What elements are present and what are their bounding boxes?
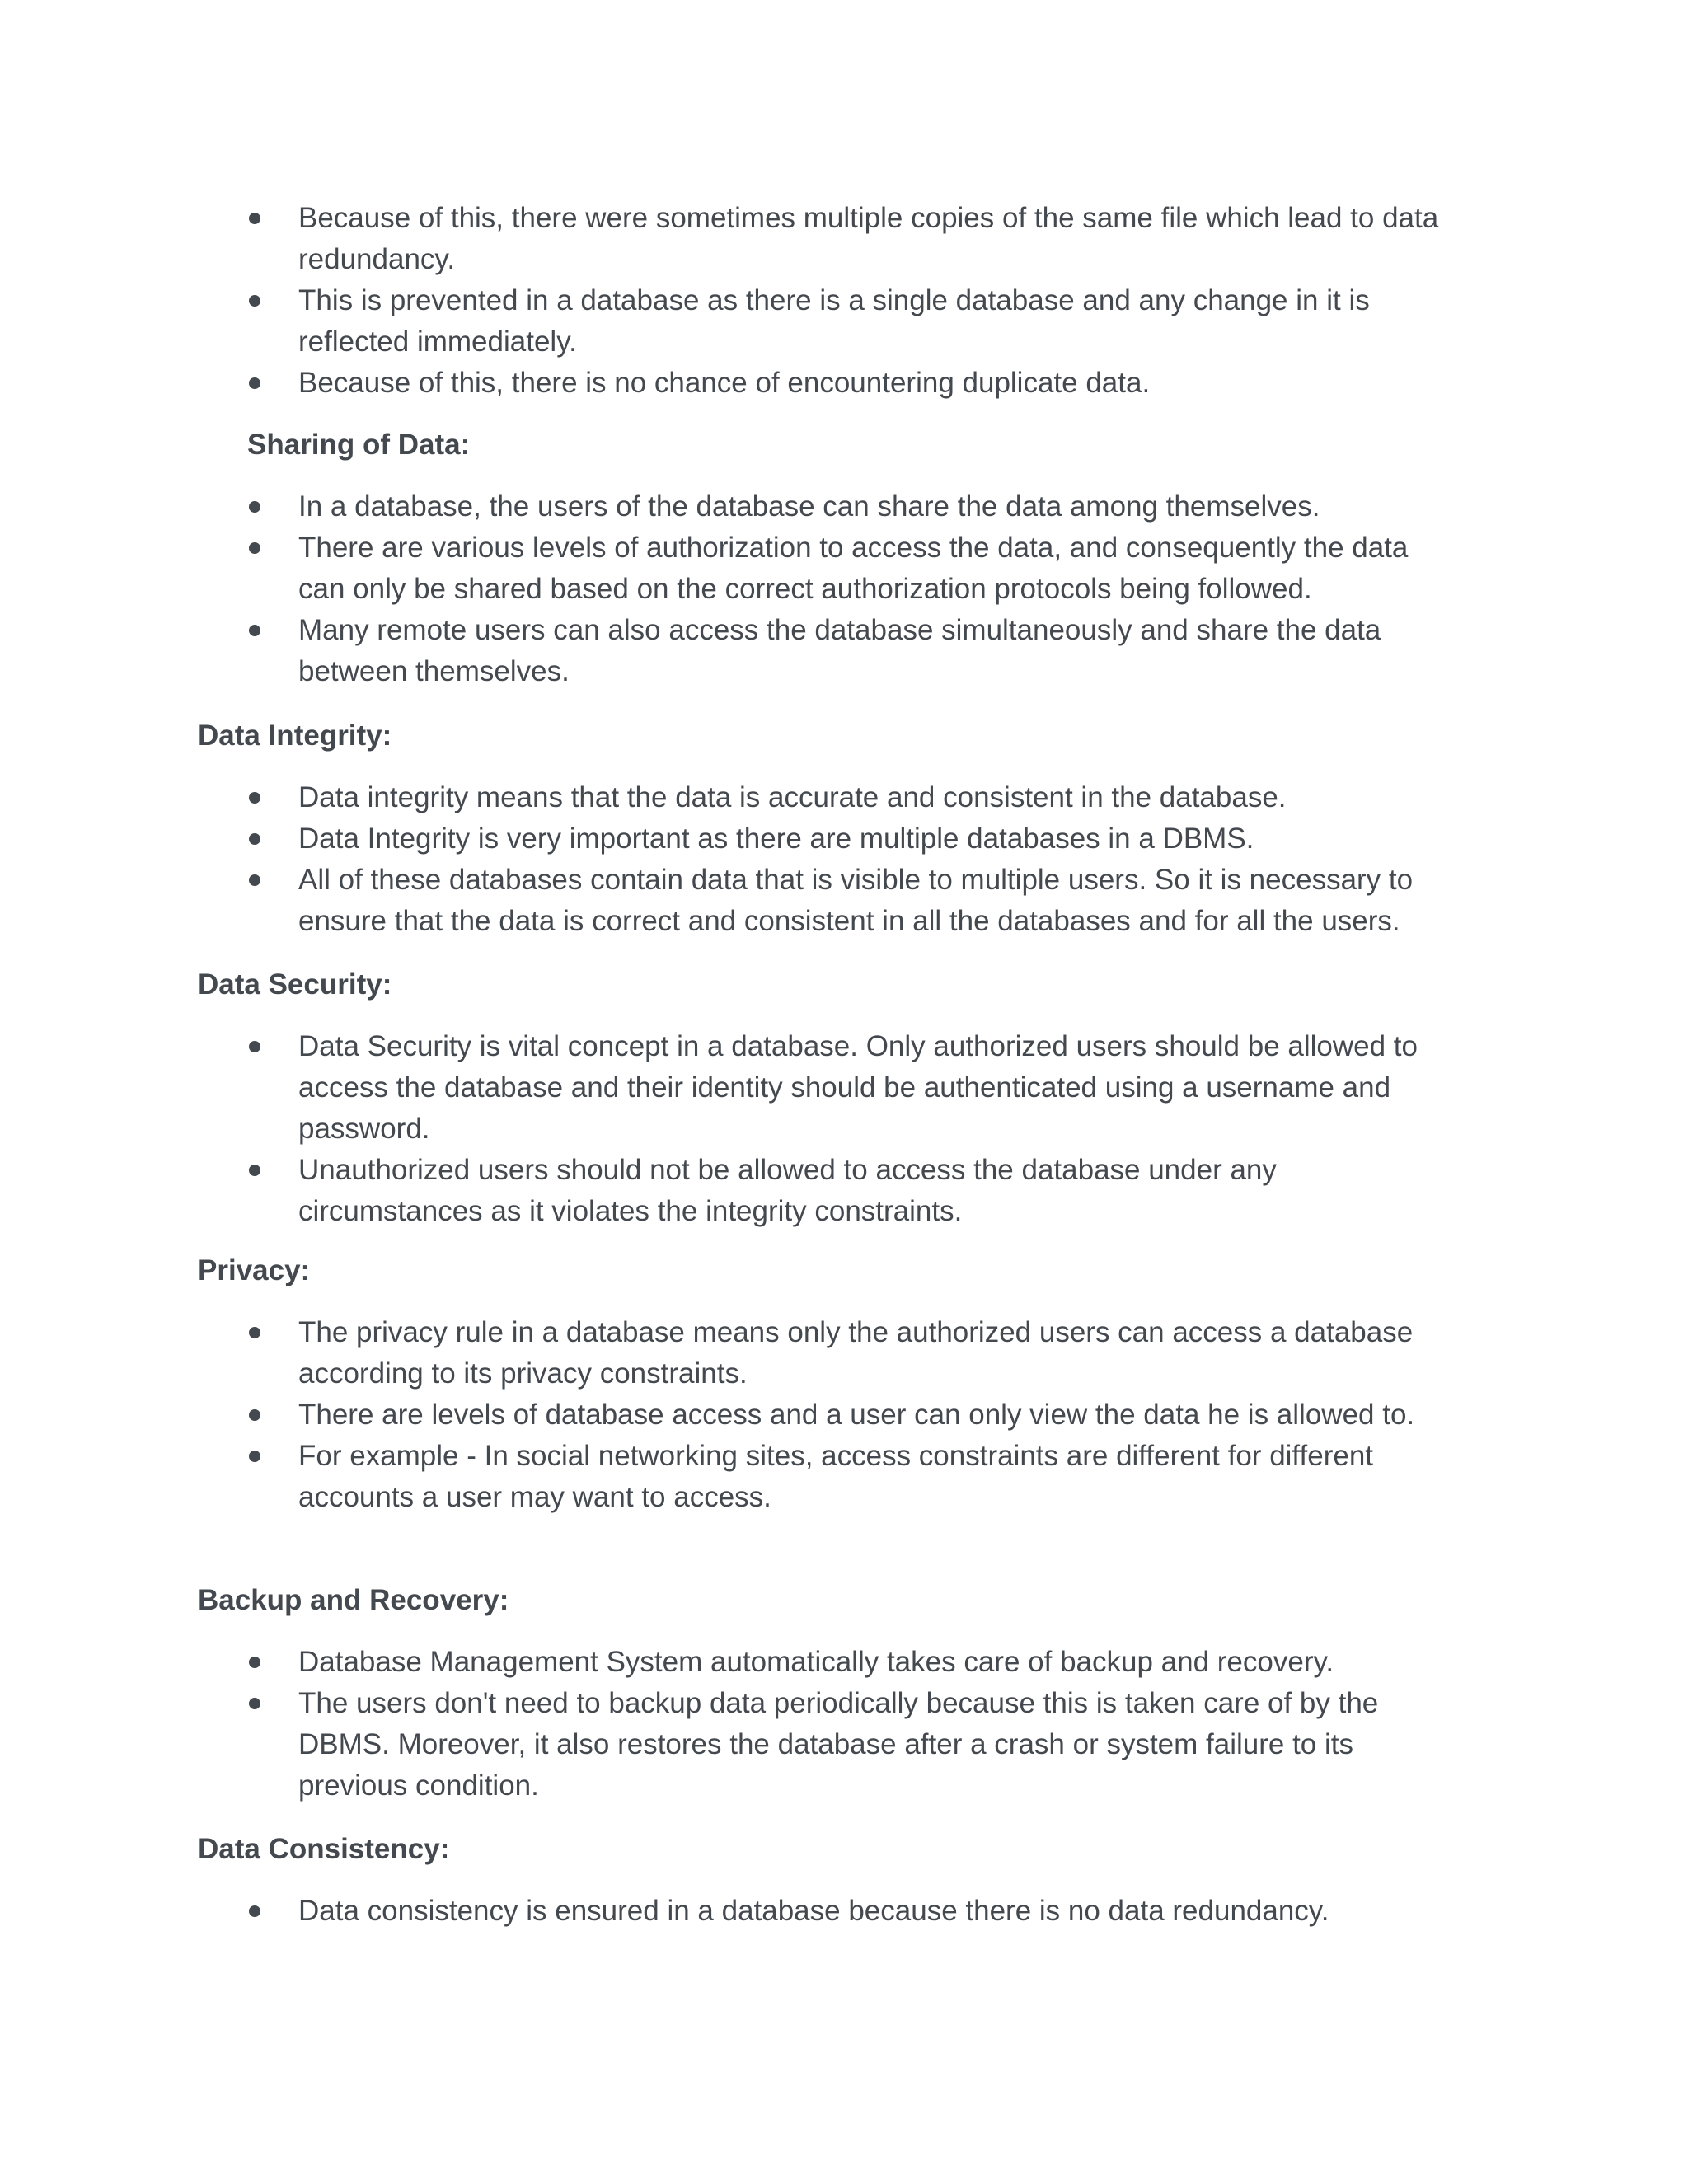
list-item-text: There are various levels of authorization to access the data, and consequently the data can only be shared based on the correct authorization protocols being followed.	[298, 532, 1409, 605]
bullet-icon	[249, 1165, 260, 1176]
list-item-text: Because of this, there is no chance of encountering duplicate data.	[298, 367, 1151, 399]
data-security-bullet-list	[0, 1026, 1688, 1232]
list-item-text: For example - In social networking sites, access constraints are different for different accounts a user may want to access.	[298, 1440, 1374, 1513]
bullet-icon	[249, 1041, 260, 1052]
list-item	[0, 198, 1688, 280]
backup-and-recovery-bullet-list	[0, 1642, 1688, 1807]
sharing-of-data-bullet-list	[0, 486, 1688, 692]
list-item-text: In a database, the users of the database can share the data among themselves.	[298, 490, 1320, 523]
bullet-icon	[249, 874, 260, 886]
section-heading-backup-and-recovery: Backup and Recovery:	[198, 1584, 509, 1616]
list-item	[0, 610, 1688, 692]
intro-bullet-list	[0, 198, 1688, 404]
data-integrity-bullet-list	[0, 777, 1688, 942]
bullet-icon	[249, 1451, 260, 1462]
list-item	[0, 363, 1688, 404]
bullet-icon	[249, 1327, 260, 1338]
list-item	[0, 1150, 1688, 1232]
list-item-text: Data Integrity is very important as there are multiple databases in a DBMS.	[298, 823, 1254, 855]
list-item-text: Data Security is vital concept in a database. Only authorized users should be allowed to access the database and their identity should be authenticated using a username and password.	[298, 1030, 1418, 1145]
list-item	[0, 1683, 1688, 1807]
section-heading-sharing-of-data: Sharing of Data:	[247, 429, 471, 461]
bullet-icon	[249, 792, 260, 804]
bullet-icon	[249, 377, 260, 389]
bullet-icon	[249, 833, 260, 845]
bullet-icon	[249, 1409, 260, 1421]
bullet-icon	[249, 1657, 260, 1668]
bullet-icon	[249, 213, 260, 224]
section-heading-data-consistency: Data Consistency:	[198, 1833, 450, 1865]
list-item-text: Data integrity means that the data is accurate and consistent in the database.	[298, 781, 1287, 813]
list-item	[0, 777, 1688, 818]
list-item	[0, 1891, 1688, 1932]
list-item	[0, 1312, 1688, 1394]
bullet-icon	[249, 625, 260, 636]
list-item-text: All of these databases contain data that is visible to multiple users. So it is necessary to ensure that the data is correct and consistent in all the databases and for all the users.	[298, 864, 1414, 937]
list-item	[0, 1394, 1688, 1436]
list-item-text: The privacy rule in a database means only the authorized users can access a database according to its privacy constraints.	[298, 1316, 1414, 1390]
list-item-text: Unauthorized users should not be allowed to access the database under any circumstances as it violates the integrity constraints.	[298, 1154, 1277, 1227]
list-item	[0, 486, 1688, 527]
bullet-icon	[249, 542, 260, 554]
bullet-icon	[249, 295, 260, 307]
list-item-text: There are levels of database access and a user can only view the data he is allowed to.	[298, 1399, 1415, 1431]
list-item	[0, 860, 1688, 942]
section-heading-privacy: Privacy:	[198, 1254, 311, 1286]
list-item	[0, 1436, 1688, 1518]
data-consistency-bullet-list	[0, 1891, 1688, 1932]
privacy-bullet-list	[0, 1312, 1688, 1518]
list-item-text: Many remote users can also access the database simultaneously and share the data between themselves.	[298, 614, 1381, 687]
section-heading-data-security: Data Security:	[198, 968, 392, 1001]
list-item	[0, 1642, 1688, 1683]
section-heading-data-integrity: Data Integrity:	[198, 719, 392, 752]
bullet-icon	[249, 1905, 260, 1917]
list-item-text: The users don't need to backup data periodically because this is taken care of by the DBMS. Moreover, it also restores the database after a crash or system failure to its previous condition.	[298, 1687, 1379, 1802]
list-item	[0, 280, 1688, 363]
list-item	[0, 527, 1688, 610]
bullet-icon	[249, 1698, 260, 1709]
list-item-text: Database Management System automatically takes care of backup and recovery.	[298, 1646, 1334, 1678]
bullet-icon	[249, 501, 260, 513]
list-item-text: Because of this, there were sometimes multiple copies of the same file which lead to data redundancy.	[298, 202, 1439, 275]
list-item	[0, 1026, 1688, 1150]
list-item-text: Data consistency is ensured in a database because there is no data redundancy.	[298, 1895, 1329, 1927]
list-item	[0, 818, 1688, 860]
list-item-text: This is prevented in a database as there is a single database and any change in it is reflected immediately.	[298, 284, 1370, 358]
